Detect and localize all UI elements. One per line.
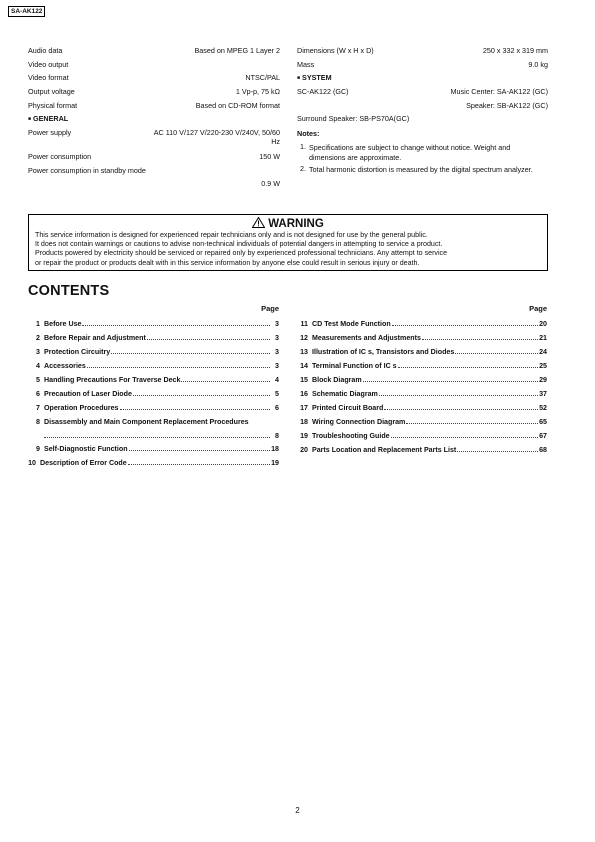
toc-number: 4 (36, 362, 40, 370)
toc-title: Parts Location and Replacement Parts List (312, 446, 457, 454)
section-heading-text: GENERAL (33, 114, 69, 124)
toc-page: 6 (275, 404, 279, 412)
toc-title: Schematic Diagram (312, 390, 378, 398)
spec-label: Dimensions (W x H x D) (297, 46, 374, 55)
toc-leader (363, 376, 538, 382)
spec-row (297, 61, 548, 75)
toc-item[interactable] (29, 445, 279, 459)
toc-item[interactable] (29, 418, 279, 445)
spec-label: Mass (297, 59, 315, 69)
toc-title: Block Diagram (312, 376, 362, 384)
toc-leader (422, 334, 538, 340)
warning-heading (35, 217, 541, 231)
toc-item[interactable] (297, 376, 547, 390)
section-heading-general (28, 115, 280, 129)
toc-number: 6 (36, 390, 40, 398)
toc-page: 25 (539, 362, 547, 370)
notes-title: Notes: (297, 129, 320, 139)
toc-page: 65 (539, 418, 547, 426)
spec-label: Physical format (28, 100, 78, 110)
spec-row (297, 47, 548, 61)
toc-title: Handling Precautions For Traverse Deck (44, 376, 181, 384)
toc-number: 20 (300, 446, 308, 454)
toc-number: 8 (36, 418, 40, 426)
note-text: Total harmonic distortion is measured by the digital spectrum analyzer. (309, 165, 533, 175)
page-number: 2 (295, 806, 300, 815)
toc-item[interactable] (297, 320, 547, 334)
toc-page: 3 (275, 320, 279, 328)
toc-item[interactable] (297, 418, 547, 432)
toc-item[interactable] (29, 390, 279, 404)
toc-item[interactable] (297, 390, 547, 404)
spec-value: Based on CD-ROM format (195, 100, 280, 110)
toc-leader (128, 459, 270, 465)
toc-number: 1 (36, 320, 40, 328)
toc-page: 18 (271, 444, 279, 453)
toc-item[interactable] (29, 376, 279, 390)
toc-item[interactable] (29, 348, 279, 362)
toc-title: Disassembly and Main Component Replacement Procedures (44, 418, 249, 426)
spec-value: 0.9 W (261, 179, 280, 189)
toc-number: 10 (28, 458, 36, 467)
toc-title: Troubleshooting Guide (312, 432, 390, 440)
toc-number: 19 (300, 432, 308, 440)
toc-page: 67 (539, 432, 547, 440)
section-heading-system (297, 74, 548, 88)
toc-number: 17 (300, 404, 308, 412)
toc-leader (384, 404, 538, 410)
toc-leader (398, 362, 538, 368)
note-number: 1. (300, 142, 306, 152)
spec-column-right (297, 47, 548, 175)
spec-label: Video output (28, 59, 69, 69)
toc-number: 11 (300, 320, 308, 328)
note-number: 2. (300, 164, 306, 174)
spec-label: Power consumption in standby mode (28, 165, 146, 175)
toc-page: 37 (539, 390, 547, 398)
note-text: Specifications are subject to change without notice. Weight and dimensions are approximate. (309, 143, 511, 162)
toc-title: Operation Procedures (44, 404, 119, 412)
spec-value: AC 110 V/127 V/220-230 V/240V, 50/60 Hz (153, 128, 280, 146)
toc-continuation (29, 432, 279, 445)
warning-line: This service information is designed for experienced repair technicians only and is not designed for use by the general public. (35, 231, 428, 239)
warning-line: It does not contain warnings or cautions to advise non-technical individuals of potential dangers in attempting to service a product. (35, 240, 443, 249)
toc-number: 2 (36, 334, 40, 342)
spec-label: Power consumption (28, 152, 92, 162)
toc-page-header: Page (529, 304, 547, 313)
toc-item[interactable] (297, 404, 547, 418)
toc-page: 21 (539, 334, 547, 342)
toc-page: 5 (275, 390, 279, 398)
contents-title: CONTENTS (28, 283, 110, 299)
toc-page: 4 (275, 376, 279, 384)
toc-leader (181, 376, 270, 382)
toc-number: 7 (36, 404, 40, 412)
spec-row (28, 74, 280, 88)
toc-page: 3 (275, 334, 279, 342)
toc-title: Before Use (44, 320, 82, 328)
toc-leader (147, 334, 270, 340)
toc-number: 5 (36, 376, 40, 384)
toc-number: 3 (36, 348, 40, 356)
toc-item[interactable] (297, 334, 547, 348)
spec-row (28, 102, 280, 116)
toc-leader (379, 390, 538, 396)
warning-text (35, 231, 541, 268)
toc-title: Printed Circuit Board (312, 404, 384, 412)
toc-page: 52 (539, 404, 547, 412)
spec-value: Speaker: SB-AK122 (GC) (466, 100, 548, 110)
section-heading-text: SYSTEM (302, 73, 332, 83)
spec-row (28, 153, 280, 167)
toc-item[interactable] (297, 348, 547, 362)
toc-leader (129, 445, 270, 451)
warning-line: Products powered by electricity should be serviced or repaired only by experienced professional technicians. Any attempt to service (35, 249, 448, 258)
spec-label: SC-AK122 (GC) (297, 87, 349, 97)
toc-title: Accessories (44, 362, 86, 370)
spec-row (28, 129, 280, 153)
toc-leader (457, 446, 538, 452)
toc-item[interactable] (29, 404, 279, 418)
spec-value: 9.0 kg (528, 59, 548, 69)
toc-page: 19 (271, 458, 279, 467)
spec-value: Based on MPEG 1 Layer 2 (194, 46, 280, 55)
warning-box (28, 214, 548, 271)
toc-number: 14 (300, 362, 308, 370)
toc-leader (133, 390, 270, 396)
spec-value: Music Center: SA-AK122 (GC) (450, 87, 548, 97)
square-bullet-icon: ■ (297, 75, 301, 82)
toc-leader (111, 348, 270, 354)
spec-row (28, 61, 280, 75)
toc-item[interactable] (297, 362, 547, 376)
spec-row (297, 115, 548, 129)
toc-page: 3 (275, 348, 279, 356)
toc-leader (82, 320, 270, 326)
spec-row (28, 167, 280, 189)
model-tag: SA-AK122 (8, 6, 45, 17)
note-item (297, 165, 548, 175)
toc-page: 20 (539, 320, 547, 328)
toc-title: Self-Diagnostic Function (44, 444, 128, 453)
spec-row (28, 88, 280, 102)
toc-page: 8 (275, 431, 279, 440)
spec-label: Output voltage (28, 87, 75, 97)
toc-leader (455, 348, 538, 354)
toc-item[interactable] (297, 446, 547, 460)
toc-leader (120, 404, 270, 410)
toc-leader (392, 320, 538, 326)
toc-title: Illustration of IC s, Transistors and Diodes (312, 348, 455, 356)
toc-item[interactable] (29, 459, 279, 473)
toc-page-header: Page (261, 304, 279, 313)
toc-title: CD Test Mode Function (312, 320, 391, 328)
spec-value: 1 Vp-p, 75 kΩ (235, 87, 280, 97)
spec-label: Video format (28, 73, 69, 83)
spec-value: 250 x 332 x 319 mm (482, 46, 548, 55)
warning-title: WARNING (268, 218, 324, 230)
toc-number: 9 (36, 444, 40, 453)
spec-value: 150 W (259, 152, 280, 162)
warning-line: or repair the product or products dealt with in this service information by anyone else could result in serious injury or death. (35, 258, 420, 267)
toc-number: 12 (300, 334, 308, 342)
toc-title: Description of Error Code (40, 458, 127, 467)
spec-row (28, 47, 280, 61)
toc-number: 18 (300, 418, 308, 426)
toc-leader (406, 418, 538, 424)
spec-row (297, 102, 548, 116)
square-bullet-icon: ■ (28, 116, 32, 123)
toc-item[interactable] (29, 362, 279, 376)
toc-page: 24 (539, 348, 547, 356)
note-item (297, 143, 548, 162)
toc-title: Before Repair and Adjustment (44, 334, 146, 342)
toc-column-left (29, 304, 279, 473)
spec-row (297, 88, 548, 102)
spec-label: Surround Speaker: SB-PS70A(GC) (297, 114, 410, 124)
toc-title: Terminal Function of IC s (312, 362, 397, 370)
toc-title: Measurements and Adjustments (312, 334, 421, 342)
toc-number: 16 (300, 390, 308, 398)
toc-number: 15 (300, 376, 308, 384)
warning-triangle-icon (252, 217, 265, 228)
toc-page: 3 (275, 362, 279, 370)
spec-label: Power supply (28, 128, 72, 138)
toc-number: 13 (300, 348, 308, 356)
spec-value: NTSC/PAL (245, 73, 280, 83)
toc-page: 68 (539, 446, 547, 454)
spec-label: Audio data (28, 46, 63, 55)
toc-item[interactable] (297, 432, 547, 446)
toc-title: Protection Circuitry (44, 348, 111, 356)
toc-leader (391, 432, 538, 438)
toc-item[interactable] (29, 334, 279, 348)
toc-item[interactable] (29, 320, 279, 334)
toc-column-right (297, 304, 547, 460)
toc-title: Precaution of Laser Diode (44, 390, 132, 398)
toc-title: Wiring Connection Diagram (312, 418, 406, 426)
spec-column-left (28, 47, 280, 189)
toc-leader (44, 432, 270, 438)
toc-page: 29 (539, 376, 547, 384)
toc-leader (87, 362, 270, 368)
